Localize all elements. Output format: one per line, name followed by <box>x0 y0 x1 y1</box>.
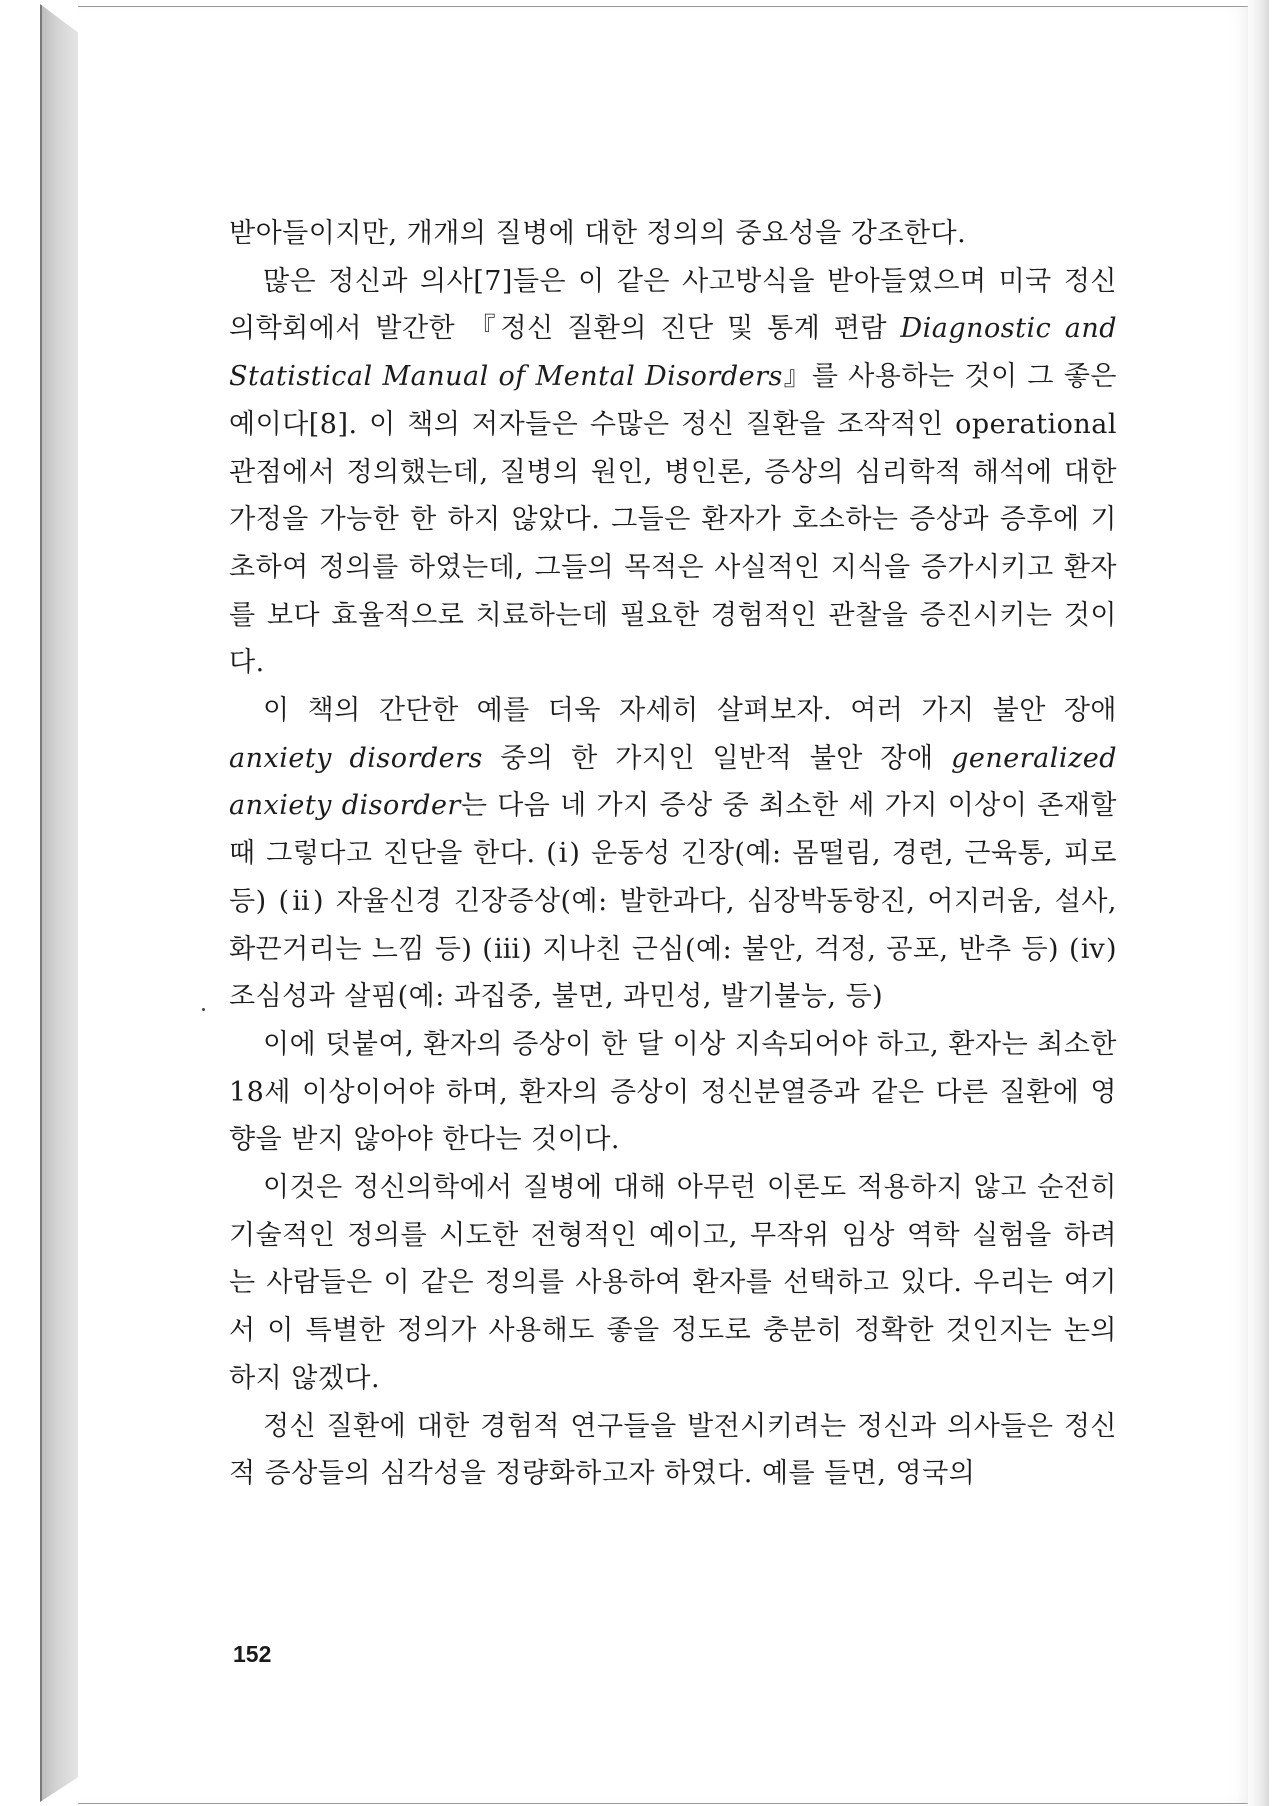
stray-dot <box>202 1008 205 1011</box>
text-run: 』를 사용하는 것이 그 좋은 예이다[8]. 이 책의 저자들은 수많은 정신 질환을 조작적인 operational 관점에서 정의했는데, 질병의 원인, 병인론, 증상의 심리학적 해석에 대한 가정을 가능한 한 하지 않았다. 그들은 환자가 호소하는 증상과 증후에 기초하여 정의를 하였는데, 그들의 목적은 사실적인 지식을 증가시키고 환자를 보다 효율적으로 치료하는데 필요한 경험적인 관찰을 증진시키는 것이다. <box>229 361 1117 679</box>
paragraph <box>229 210 1117 258</box>
term-english: generalized anxiety disorder <box>229 742 1117 822</box>
paragraph <box>229 1164 1117 1403</box>
paragraph <box>229 1021 1117 1164</box>
term-english: anxiety disorders <box>229 742 483 774</box>
book-title-english: Diagnostic and Statistical Manual of Mental Disorders <box>229 313 1117 393</box>
text-run: 중의 한 가지인 일반적 불안 장애 <box>482 742 952 774</box>
text-run: 이 책의 간단한 예를 더욱 자세히 살펴보자. 여러 가지 불안 장애 <box>263 695 1117 727</box>
page-edge-shadow <box>1245 0 1269 1806</box>
text-run: 정신 질환에 대한 경험적 연구들을 발전시키려는 정신과 의사들은 정신적 증상들의 심각성을 정량화하고자 하였다. 예를 들면, 영국의 <box>229 1410 1117 1490</box>
text-run: 이것은 정신의학에서 질병에 대해 아무런 이론도 적용하지 않고 순전히 기술적인 정의를 시도한 전형적인 예이고, 무작위 임상 역학 실험을 하려는 사람들은 이 같은 정의를 사용하여 환자를 선택하고 있다. 우리는 여기서 이 특별한 정의가 사용해도 좋을 정도로 충분히 정확한 것인지는 논의하지 않겠다. <box>229 1172 1117 1394</box>
text-run: 는 다음 네 가지 증상 중 최소한 세 가지 이상이 존재할 때 그렇다고 진단을 한다. (ⅰ) 운동성 긴장(예: 몸떨림, 경련, 근육통, 피로 등) (ⅱ) 자율신경 긴장증상(예: 발한과다, 심장박동항진, 어지러움, 설사, 화끈거리는 느낌 등) (ⅲ) 지나친 근심(예: 불안, 걱정, 공포, 반추 등) (ⅳ) 조심성과 살핌(예: 과집중, 불면, 과민성, 발기불능, 등) <box>229 790 1118 1013</box>
text-run: 이에 덧붙여, 환자의 증상이 한 달 이상 지속되어야 하고, 환자는 최소한 18세 이상이어야 하며, 환자의 증상이 정신분열증과 같은 다른 질환에 영향을 받지 않아야 한다는 것이다. <box>229 1028 1117 1156</box>
paragraph <box>229 258 1117 687</box>
text-run: 받아들이지만, 개개의 질병에 대한 정의의 중요성을 강조한다. <box>229 218 967 249</box>
body-text <box>229 210 1117 1498</box>
paragraph <box>229 1403 1117 1498</box>
book-spine <box>40 4 80 1802</box>
text-run: 많은 정신과 의사[7]들은 이 같은 사고방식을 받아들였으며 미국 정신의학회에서 발간한 『정신 질환의 진단 및 통계 편람 <box>229 265 1117 345</box>
page-number: 152 <box>233 1641 272 1667</box>
paragraph <box>229 687 1117 1021</box>
